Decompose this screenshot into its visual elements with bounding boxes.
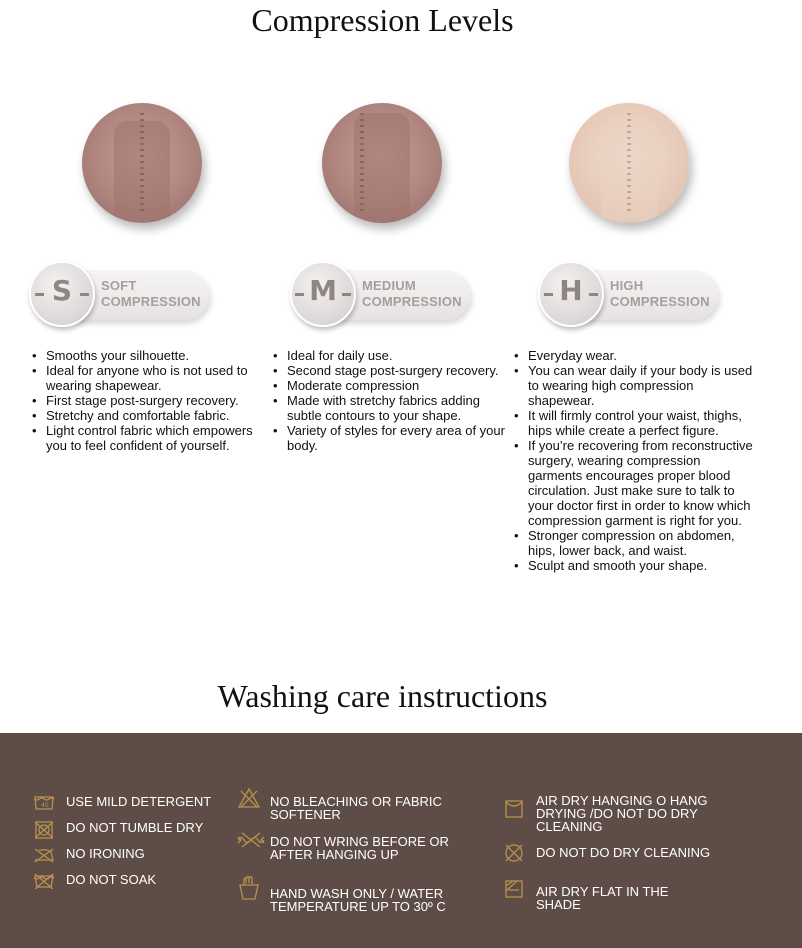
no-tumble-dry-icon	[33, 821, 57, 841]
care-item-label: DO NOT DO DRY CLEANING	[536, 845, 711, 860]
medium-compression-bullets	[273, 348, 512, 453]
badge-letter: M	[309, 274, 337, 307]
high-compression-bullets	[514, 348, 754, 573]
badge-label	[362, 278, 462, 310]
list-item: • Light control fabric which empowers you to feel confident of yourself.	[46, 423, 258, 453]
care-item-label: USE MILD DETERGENT	[66, 794, 212, 809]
mild-detergent-icon	[33, 795, 57, 815]
care-item-label: NO IRONING	[66, 846, 145, 861]
list-item: • It will firmly control your waist, thighs, hips while create a perfect figure.	[528, 408, 754, 438]
list-item: • Sculpt and smooth your shape.	[528, 558, 754, 573]
care-item-label: DO NOT SOAK	[66, 872, 157, 887]
care-item-label: DO NOT TUMBLE DRY	[66, 820, 204, 835]
badge-label-line2: COMPRESSION	[101, 294, 201, 309]
compression-levels-title: Compression Levels	[251, 2, 514, 38]
no-wring-icon	[237, 831, 261, 851]
badge-letter: H	[559, 274, 583, 307]
svg-text:40: 40	[41, 802, 49, 809]
list-item: • Made with stretchy fabrics adding subtle contours to your shape.	[287, 393, 512, 423]
no-bleach-icon	[237, 787, 261, 807]
soft-compression-bullets	[32, 348, 258, 453]
care-item-label: NO BLEACHING OR FABRIC SOFTENER	[270, 794, 442, 822]
care-item-label: AIR DRY HANGING O HANG DRYING /DO NOT DO DRY CLEANING	[536, 793, 708, 834]
air-dry-hanging-icon	[503, 799, 527, 819]
high-compression-badge	[538, 261, 728, 327]
no-ironing-icon	[33, 847, 57, 867]
care-item-label: AIR DRY FLAT IN THE SHADE	[536, 884, 669, 912]
list-item: • You can wear daily if your body is used to wearing high compression shapewear.	[528, 363, 754, 408]
care-instructions-panel	[0, 733, 802, 948]
list-item: • Second stage post-surgery recovery.	[287, 363, 512, 378]
washing-care-title: Washing care instructions	[217, 678, 548, 714]
no-soak-icon	[33, 873, 57, 893]
list-item: • Ideal for daily use.	[287, 348, 512, 363]
soft-compression-photo	[82, 103, 202, 223]
badge-label-line1: SOFT	[101, 278, 137, 293]
badge-label-line2: COMPRESSION	[362, 294, 462, 309]
badge-label-line1: MEDIUM	[362, 278, 416, 293]
dry-flat-shade-icon	[503, 879, 527, 899]
high-compression-photo	[569, 103, 689, 223]
list-item: • Smooths your silhouette.	[46, 348, 258, 363]
medium-compression-photo	[322, 103, 442, 223]
garment-hooks	[140, 113, 144, 213]
badge-label-line2: COMPRESSION	[610, 294, 710, 309]
medium-compression-badge	[290, 261, 480, 327]
list-item: • Variety of styles for every area of your body.	[287, 423, 512, 453]
garment-hooks	[360, 113, 364, 213]
badge-label-line1: HIGH	[610, 278, 644, 293]
no-dry-cleaning-icon	[503, 843, 527, 863]
list-item: • If you’re recovering from reconstructive surgery, wearing compression garments encourages proper blood circulation. Just make sure to talk to your doctor first in order to know which compression garment is right for you.	[528, 438, 754, 528]
list-item: • Stretchy and comfortable fabric.	[46, 408, 258, 423]
list-item: • First stage post-surgery recovery.	[46, 393, 258, 408]
list-item: • Moderate compression	[287, 378, 512, 393]
hand-wash-icon	[237, 875, 261, 895]
garment-hooks	[627, 113, 631, 213]
care-item-label: DO NOT WRING BEFORE OR AFTER HANGING UP	[270, 834, 449, 862]
list-item: • Stronger compression on abdomen, hips, lower back, and waist.	[528, 528, 754, 558]
care-item-label: HAND WASH ONLY / WATER TEMPERATURE UP TO 30º C	[270, 886, 446, 914]
list-item: • Everyday wear.	[528, 348, 754, 363]
badge-letter: S	[51, 274, 73, 307]
soft-compression-badge	[29, 261, 219, 327]
list-item: • Ideal for anyone who is not used to wearing shapewear.	[46, 363, 258, 393]
badge-label	[610, 278, 710, 310]
badge-label	[101, 278, 201, 310]
